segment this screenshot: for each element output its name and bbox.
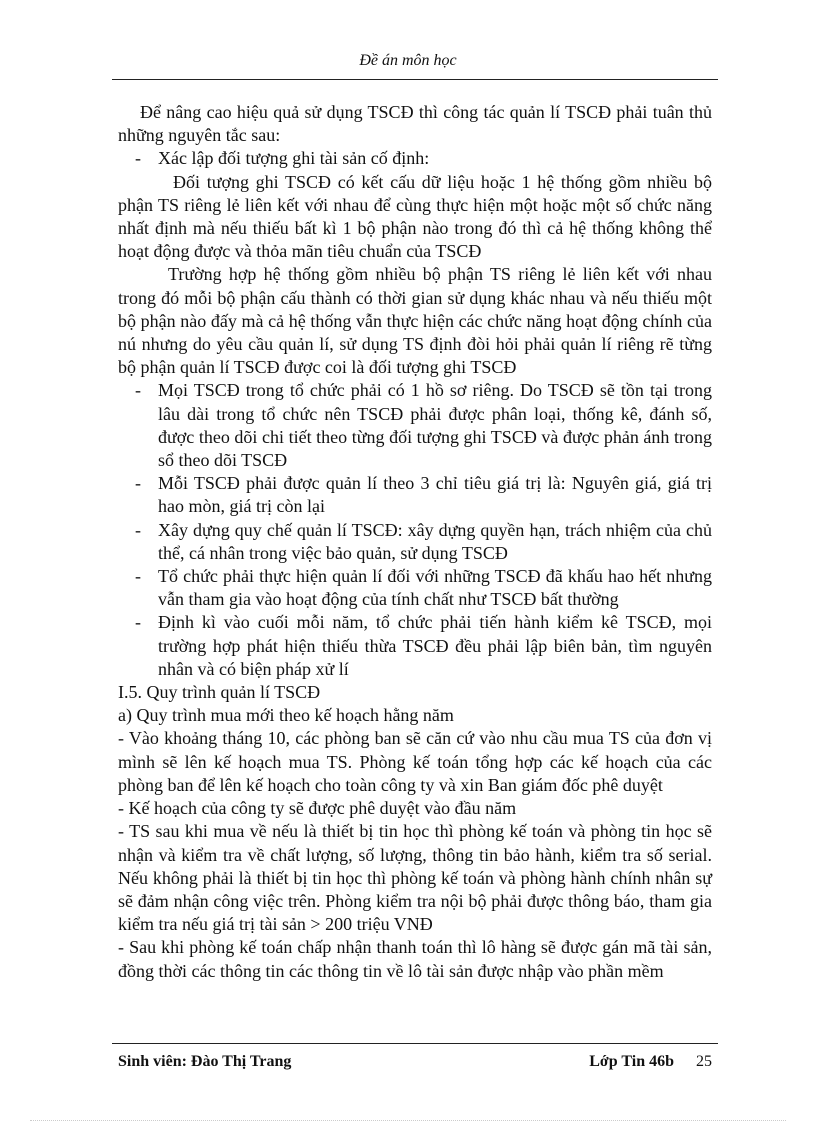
class-name: Lớp Tin 46b <box>589 1053 674 1070</box>
paragraph: Đối tượng ghi TSCĐ có kết cấu dữ liệu hoặc 1 hệ thống gồm nhiều bộ phận TS riêng lẻ liên kết với nhau để cùng thực hiện một hoặc một số chức năng nhất định mà nếu thiếu bất kì 1 bộ phận nào trong đó thì cả hệ thống không thể hoạt động được và thỏa mãn tiêu chuẩn của TSCĐ <box>118 171 712 262</box>
bullet-item <box>118 519 712 565</box>
bullet-item <box>118 379 712 472</box>
paragraph: - Sau khi phòng kế toán chấp nhận thanh toán thì lô hàng sẽ được gán mã tài sản, đồng thời các thông tin các thông tin về lô tài sản được nhập vào phần mềm <box>118 937 712 981</box>
student-name: Sinh viên: Đào Thị Trang <box>118 1053 292 1070</box>
paragraph: - TS sau khi mua về nếu là thiết bị tin học thì phòng kế toán và phòng tin học sẽ nhận và kiểm tra về chất lượng, số lượng, thông tin bảo hành, kiểm tra số serial. Nếu không phải là thiết bị tin học thì phòng kế toán và phòng hành chính nhân sự sẽ đảm nhận công việc trên. Phòng kiểm tra nội bộ phải được thông báo, tham gia kiểm tra nếu giá trị tài sản > 200 triệu VNĐ <box>118 821 712 935</box>
bullet-item <box>118 147 712 170</box>
paragraph: Trường hợp hệ thống gồm nhiều bộ phận TS riêng lẻ liên kết với nhau trong đó mỗi bộ phận cấu thành có thời gian sử dụng khác nhau và nếu thiếu một bộ phận nào đấy mà cả hệ thống vẫn thực hiện các chức năng hoạt động chính của nú nhưng do yêu cầu quản lí, sử dụng TS định đòi hỏi phải quản lí riêng rẽ từng bộ phận quản lí TSCĐ được coi là đối tượng ghi TSCĐ <box>118 264 712 378</box>
bullet-text: Mỗi TSCĐ phải được quản lí theo 3 chỉ tiêu giá trị là: Nguyên giá, giá trị hao mòn, giá trị còn lại <box>158 473 712 517</box>
paragraph: - Kế hoạch của công ty sẽ được phê duyệt vào đầu năm <box>118 798 517 819</box>
dash-marker: - <box>135 612 141 633</box>
bullet-text: Xây dựng quy chế quản lí TSCĐ: xây dựng quyền hạn, trách nhiệm của chủ thể, cá nhân trong việc bảo quản, sử dụng TSCĐ <box>158 519 712 563</box>
bullet-text: Định kì vào cuối mỗi năm, tổ chức phải tiến hành kiểm kê TSCĐ, mọi trường hợp phát hiện thiếu thừa TSCĐ đều phải lập biên bản, tìm nguyên nhân và có biện pháp xử lí <box>158 612 712 679</box>
page-header: Đề án môn học <box>359 52 457 69</box>
section-heading: I.5. Quy trình quản lí TSCĐ <box>118 682 321 703</box>
bullet-item <box>118 611 712 681</box>
bullet-text: Xác lập đối tượng ghi tài sản cố định: <box>158 148 430 169</box>
document-body <box>118 101 712 983</box>
dash-marker: - <box>135 380 141 401</box>
dash-marker: - <box>135 148 141 169</box>
footer-rule <box>112 1043 718 1044</box>
dash-marker: - <box>135 473 141 494</box>
bullet-item <box>118 565 712 611</box>
paragraph: Để nâng cao hiệu quả sử dụng TSCĐ thì công tác quản lí TSCĐ phải tuân thủ những nguyên tắc sau: <box>118 102 712 146</box>
bullet-text: Mọi TSCĐ trong tổ chức phải có 1 hồ sơ riêng. Do TSCĐ sẽ tồn tại trong lâu dài trong tổ chức nên TSCĐ phải được phân loại, thống kê, đánh số, được theo dõi chi tiết theo từng đối tượng ghi TSCĐ và được phản ánh trong sổ theo dõi TSCĐ <box>158 380 712 471</box>
page-number: 25 <box>696 1053 712 1070</box>
bullet-text: Tổ chức phải thực hiện quản lí đối với những TSCĐ đã khấu hao hết nhưng vẫn tham gia vào hoạt động của tính chất như TSCĐ bất thường <box>158 566 712 610</box>
dash-marker: - <box>135 519 141 540</box>
paragraph: - Vào khoảng tháng 10, các phòng ban sẽ căn cứ vào nhu cầu mua TS của đơn vị mình sẽ lên kế hoạch mua TS. Phòng kế toán tổng hợp các kế hoạch của các phòng ban để lên kế hoạch cho toàn công ty và xin Ban giám đốc phê duyệt <box>118 728 712 795</box>
header-rule <box>112 79 718 80</box>
subsection-heading: a) Quy trình mua mới theo kế hoạch hằng năm <box>118 705 454 726</box>
bullet-item <box>118 472 712 518</box>
dash-marker: - <box>135 566 141 587</box>
page-edge-dots <box>30 1120 786 1121</box>
